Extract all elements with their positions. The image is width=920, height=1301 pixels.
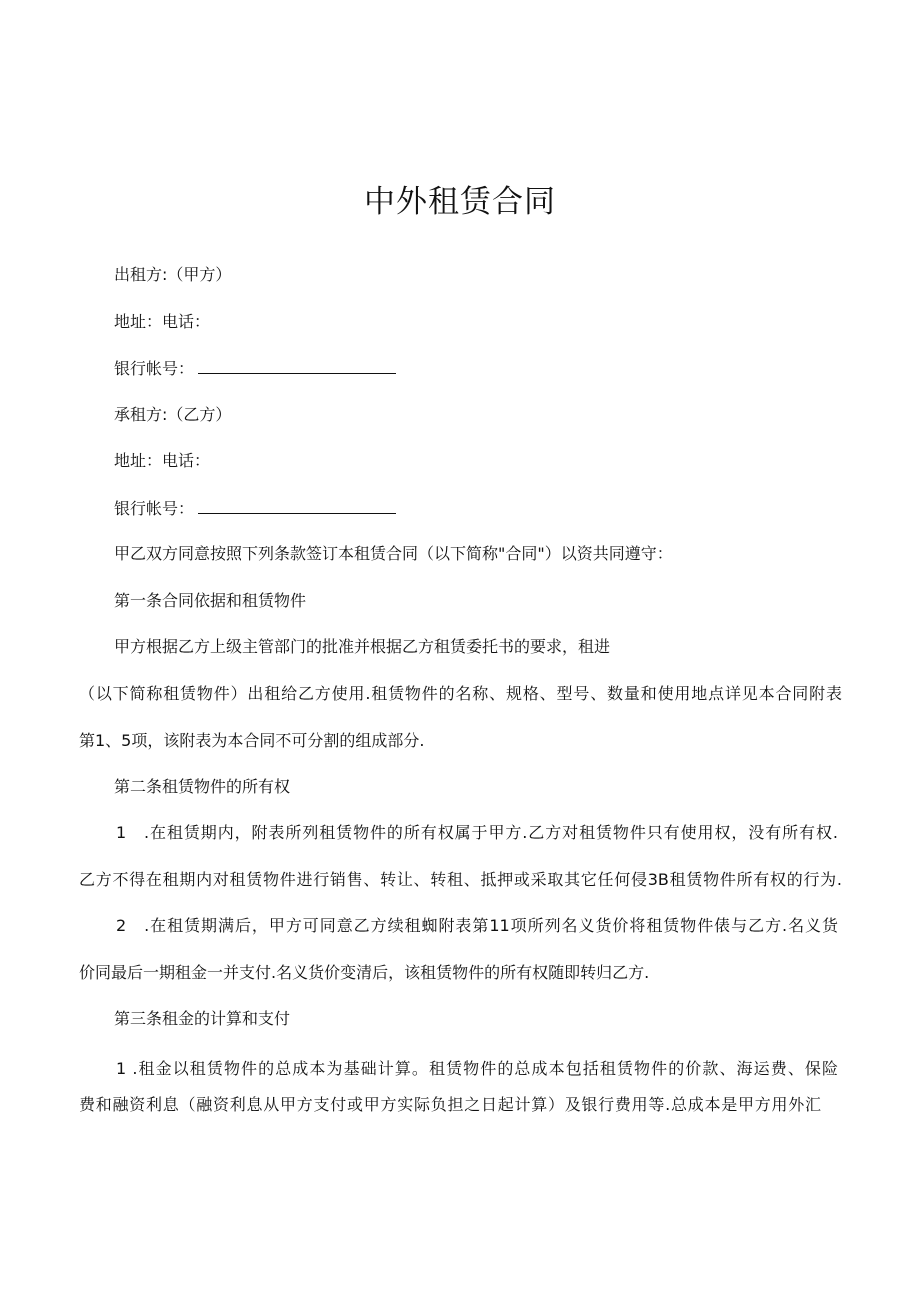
article2-item1-line-2: 乙方不得在租期内对租赁物件进行销售、转让、转租、抵押或采取其它任何侵3B租赁物件所有权的行为.	[79, 870, 842, 889]
lessor-address-phone: 地址：电话：	[114, 312, 211, 331]
lessor-bank-account-label: 银行帐号：	[114, 359, 195, 378]
lessee-bank-account-blank	[198, 497, 396, 514]
lessee-label: 承租方:（乙方）	[114, 405, 232, 424]
article2-item1-line-1: 1 .在租赁期内，附表所列租赁物件的所有权属于甲方.乙方对租赁物件只有使用权，没有所有权.	[116, 823, 838, 842]
article2-heading: 第二条租赁物件的所有权	[114, 777, 291, 796]
article3-item1-line-2: 费和融资利息（融资利息从甲方支付或甲方实际负担之日起计算）及银行费用等.总成本是甲方用外汇	[79, 1095, 821, 1114]
preamble: 甲乙双方同意按照下列条款签订本租赁合同（以下简称"合同"）以资共同遵守：	[114, 544, 673, 563]
lessee-bank-account	[114, 497, 396, 520]
article2-item2-line-2: 价同最后一期租金一并支付.名义货价变清后，该租赁物件的所有权随即转归乙方.	[79, 963, 650, 982]
lessor-bank-account	[114, 357, 396, 380]
lessee-address-phone: 地址：电话：	[114, 451, 211, 470]
article3-item1-line-1: 1 .租金以租赁物件的总成本为基础计算。租赁物件的总成本包括租赁物件的价款、海运费、保险	[116, 1059, 838, 1078]
article3-heading: 第三条租金的计算和支付	[114, 1009, 291, 1028]
article1-line-1: 甲方根据乙方上级主管部门的批准并根据乙方租赁委托书的要求，租进	[114, 637, 611, 656]
lessor-label: 出租方:（甲方）	[114, 265, 232, 284]
lessor-bank-account-blank	[198, 357, 396, 374]
article2-item2-line-1: 2 .在租赁期满后，甲方可同意乙方续租蜘附表第11项所列名义货价将租赁物件俵与乙方.名义货	[116, 916, 838, 935]
lessee-bank-account-label: 银行帐号：	[114, 499, 195, 518]
document-title: 中外租赁合同	[364, 184, 556, 220]
article1-heading: 第一条合同依据和租赁物件	[114, 591, 307, 610]
article1-line-2: （以下简称租赁物件）出租给乙方使用.租赁物件的名称、规格、型号、数量和使用地点详见本合同附表	[79, 684, 842, 703]
article1-line-3: 第1、5项，该附表为本合同不可分割的组成部分.	[79, 731, 425, 750]
